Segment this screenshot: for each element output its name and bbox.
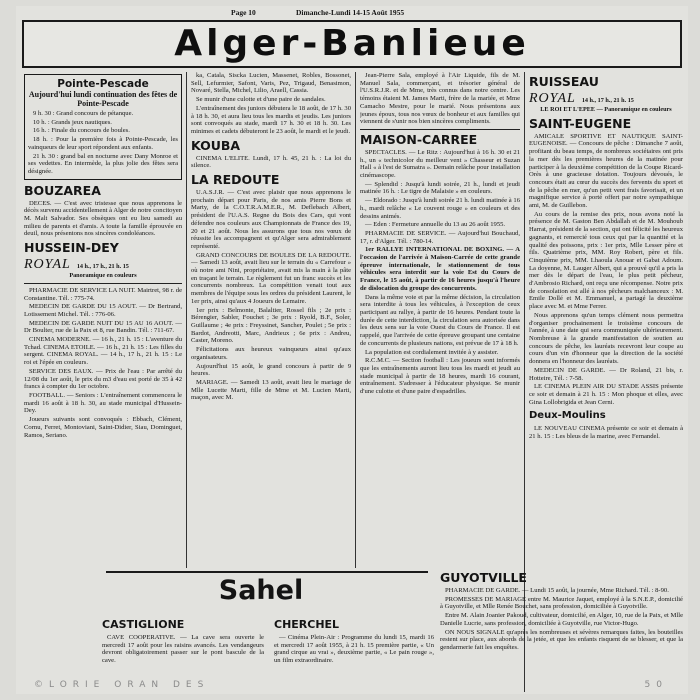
article-paragraph: MARIAGE. — Samedi 13 août, avait lieu le mariage de Mlle Lucette Marti, fille de Mme et M. Lucien Marti, maçon, avec M. [191, 378, 351, 402]
article-paragraph: 9 h. 30 : Grand concours de pétanque. [33, 110, 134, 117]
article-paragraph: 10 h. : Grands jeux nautiques. [33, 118, 112, 126]
cinema-royal-ad [529, 91, 683, 106]
castiglione-column [102, 618, 264, 680]
article-paragraph: Jean-Pierre Sala, employé à l'Air Liquide, fils de M. Manuel Sala, commerçant, et trésorier général de l'U.S.R.J.R. et de Mme, très connus dans notre centre. Les témoins étaient M. James Marti, frère de la mariée, et Mme Camacho Mestre, pour le marié. Nous présentons aux jeunes époux, tous nos vœux de bonheur et aux familles qui viennent de s'unir nos bien sincères compliments. [360, 72, 520, 126]
cinema-royal-ad [24, 257, 182, 272]
heading-sahel: Sahel [218, 575, 304, 606]
column-3 [360, 72, 520, 568]
watermark-page-number: 50 [644, 680, 668, 690]
divider [24, 283, 182, 284]
article-paragraph: DECES. — C'est avec tristesse que nous apprenons le décès survenu accidentellement à Alger de notre concitoyen M. Malt Salvador. Ses obsèques ont eu lieu samedi au milieu de parents et d'amis. A toute la famille éprouvée en deuil, nous présentons nos sincères condoléances. [24, 199, 182, 238]
guyotville-column [440, 571, 683, 682]
royal-cinema-name: ROYAL [24, 257, 71, 273]
article-paragraph: — Eldorado : Jusqu'à lundi soirée 21 h. lundi matinée à 16 h., mardi relâche « Le couvent rouge » en couleurs et des dessins animés. [360, 197, 520, 220]
article-paragraph: CINEMA MODERNE. — 16 h., 21 h. 15 : L'aventure du Tchad. CINEMA ETOILE. — 16 h., 21 h. 15 : Les filles du sergent. CINEMA ROYAL. — 14 h., 17 h., 21 h. 15 : Le roi et l'épée en couleurs. [24, 336, 182, 367]
article-paragraph: MEDECIN DE GARDE. — Dr Roland, 21 bis, r. Hotteire, Tél. : 7-58. [529, 366, 683, 382]
heading-kouba: KOUBA [191, 137, 241, 153]
article-paragraph: Félicitations aux heureux vainqueurs ainsi qu'aux organisateurs. [191, 346, 351, 361]
article-paragraph: Nous apprenons qu'un temps clément nous permettra d'organiser prochainement le troisième concours de l'année, à une date qui sera communiquée ultérieurement. Nombreuse à la grande manifestation de soutien au concours de pêche, les lauréats recevront leur coupe au cours d'un vin d'honneur que la direction de la société donnera en l'honneur des lauréats. [529, 311, 683, 366]
article-paragraph: MEDECIN DE GARDE NUIT DU 15 AU 16 AOUT. — Dr Boulter, rue de la Paix et 8, rue Bandin. Tél. : 711-67. [24, 319, 182, 335]
article-paragraph: ON NOUS SIGNALE qu'après les nombreuses et sévères remarques faites, les bouteilles restent sur place, aux abords de la jetée, et que les enfants risquent de se blesser, et que la gendarmerie fait les enquêtes. [440, 628, 683, 651]
article-paragraph: SPECTACLES. — Le Ritz : Aujourd'hui à 16 h. 30 et 21 h., un « technicolor du meilleur vent » Chasseur et Suzan Hall « à l'est de Sumatra ». Demain relâche pour installation cinémascope. [360, 148, 520, 180]
pointe-pescade-box [24, 74, 182, 180]
royal-subtitle: LE ROI ET L'EPEE — Panoramique en couleurs [540, 106, 672, 113]
royal-showtimes: 14 h., 17 h., 21 h. 15 [76, 263, 129, 271]
heading-cherchel: CHERCHEL [274, 618, 340, 631]
heading-castiglione: CASTIGLIONE [102, 618, 185, 631]
cherchel-column [274, 618, 434, 680]
article-paragraph: U.A.S.J.R. — C'est avec plaisir que nous apprenons le prochain départ pour Paris, de nos amis Pierre Bons et Marty, de la C.O.T.R.A.M.E.R., M. Deflebach Albert, président de l'U.A.S. Regne du Bois des Cars, qui vont défendre nos couleurs aux Championnats de France des 19, 20 et 21 août. Nous les assurons que tous nos vœux de réussite les accompagnent et qu'Alger sera admirablement représenté. [191, 189, 351, 250]
pointe-pescade-subtitle: Aujourd'hui lundi continuation des fêtes de Pointe-Pescade [28, 90, 178, 108]
column-1 [24, 72, 182, 572]
article-paragraph: 1er prix : Belmonte, Balaltier, Rossel fils ; 2e prix : Bérengier, Sabler, Fouchet ; 3e prix : Ryold, B.F., Soler, Guillaume ; 4e prix : Freyssinet, Sancher, Poulet ; 5e prix : Bardot, Andreotti, Marc, Andrieux ; 6e prix : Andreu, Caster, Moreno. [191, 306, 351, 345]
article-paragraph: R.C.M.C. — Section football : Les joueurs sont informés que les entraînements auront lieu tous les mardi et jeudi au stade municipal à partir de 18 heures, mardi 16 courant, entraînement. S'adresser à l'éducateur physique. Se munir d'une culotte et d'une paire d'espadrilles. [360, 357, 520, 396]
article-paragraph: LE CINEMA PLEIN AIR DU STADE ASSIS présente ce soir et demain à 21 h. 15 : Mon phoque et elles, avec Gina Lollobrigida et Jean Cerni. [529, 383, 683, 406]
article-paragraph: AMICALE SPORTIVE ET NAUTIQUE SAINT-EUGENOISE. — Concours de pêche : Dimanche 7 août, profitant du beau temps, de nombreux sociétaires ont pris la mer dès les premières heures de la matinée pour participer à la deuxième compétition de la Coupe Ricard-Orès à une gracieuse dotation. Toujours dévoués, le concours était au cœur du succès des fervents du sport et de la pêche en mer, qu'un petit vent frais favorisait, et un magnifique service à porté offert par notre sympathique ami, M. de Guillebon. [529, 132, 683, 210]
heading-ruisseau: RUISSEAU [529, 74, 599, 89]
article-paragraph: MEDECIN DE GARDE DU 15 AOUT. — Dr Bertrand, Lotissement Michel. Tél. : 776-06. [24, 303, 182, 318]
article-paragraph: L'entraînement des juniors débutera le 18 août, de 17 h. 30 à 18 h. 30, et aura lieu tous les mardis et jeudis. Les juniors sont convoqués au stade, mardi 17 h. 30 et 18 h. 30. Les minimes et cadets débuteront le 23 août, le mardi et le jeudi. [191, 104, 351, 135]
article-paragraph: ka, Catala, Siscka Lucien, Massenet, Robles, Bossonet, Sell, Lefurmier, Safont, Varis, Pez, Trigaud, Benasimon, Novaré, Stella, Michel, Lilio, Araell, Cassia. [191, 72, 351, 95]
page-header-line [16, 8, 688, 18]
article-paragraph: PHARMACIE DE SERVICE. — Aujourd'hui Bouchaud, 17, r. d'Alger. Tél. : 780-14. [360, 229, 520, 245]
article-paragraph: Joueurs suivants sont convoqués : Ebbach, Clément, Cornu, Ferret, Montoviani, Saint-Didier, Siau, Dominguet, Ramos, Seriano. [24, 416, 182, 439]
article-paragraph: 21 h. 30 : grand bal en nocturne avec Dany Monroe et ses vedettes. En intermède, la plus jolie des fêtes sera désignée. [28, 152, 178, 175]
article-paragraph: Dans la même voie et par la même décision, la circulation sera interdite à tous les véhicules, à l'exception de ceux participant au rallye, à partir de 16 heures. Pendant toute la durée de cette interdiction, la circulation sera autorisée dans les deux sens sur la voie Ouest du Cours de France. Il est rappelé, que l'arrivée de cette épreuve groupant une centaine de concurrents de plusieurs nations, est prévue de 17 à 18 h. [360, 293, 520, 347]
article-paragraph: Se munir d'une culotte et d'une paire de sandales. [196, 96, 326, 104]
article-paragraph: CAVE COOPERATIVE. — La cave sera ouverte le mercredi 17 août pour les raisins avancés. Les vendangeurs devront obligatoirement passer sur le pont bascule de la cave. [102, 634, 264, 665]
divider [360, 129, 520, 130]
article-paragraph: PROMESSES DE MARIAGE entre M. Maurice Jaquet, employé à la S.N.E.P., domicilié à Guyotville, et Mlle Renée Bouchet, sans profession, domiciliée à Guyotville. [440, 595, 683, 611]
article-paragraph: 18 h. : Pour la première fois à Pointe-Pescade, les vainqueurs de leur sport répondent aux enfants. [28, 136, 178, 151]
column-4 [529, 72, 683, 568]
heading-la-redoute: LA REDOUTE [191, 172, 280, 188]
article-paragraph: 1er RALLYE INTERNATIONAL DE BOXING. — A l'occasion de l'arrivée à Maison-Carrée de cette grande épreuve internationale, le stationnement de tous véhicules sera interdit sur la voie Est du Cours de France, le 15 août, à partir de 16 heures jusqu'à l'heure de dislocation du groupe des concurrents. [360, 246, 520, 292]
article-paragraph: La population est cordialement invitée à y assister. [365, 348, 499, 356]
heading-saint-eugene: SAINT-EUGENE [529, 115, 632, 131]
article-paragraph: Entre M. Alain Joanier Pakoud, cultivateur, domicilié, en Alger, 10, rue de la Paix, et Mlle Danielle Lucrie, sans profession, domiciliée à Guyotville, rue Victor-Hugo. [440, 612, 683, 627]
heading-maison-carree: MAISON-CARREE [360, 131, 478, 147]
article-paragraph: — Eden : Fermeture annuelle du 13 au 26 août 1955. [365, 221, 506, 229]
article-paragraph: PHARMACIE DE GARDE. — Lundi 15 août, la journée, Mme Richard. Tél. : 8-90. [445, 587, 669, 594]
archive-watermark [16, 680, 688, 692]
royal-subtitle: Panoramique en couleurs [69, 272, 137, 280]
column-divider [186, 72, 187, 568]
article-paragraph: — Cinéma Plein-Air : Programme du lundi 15, mardi 16 et mercredi 17 août 1955, à 21 h. 15 première partie, « Un grand cirque au vrai », deuxième partie, « Le pain rouge », un film extraordinaire. [274, 634, 434, 665]
article-paragraph: Aujourd'hui 15 août, le grand concours à partir de 9 heures. [191, 362, 351, 378]
heading-deux-moulins: Deux-Moulins [529, 410, 606, 422]
pointe-pescade-title: Pointe-Pescade [57, 78, 149, 90]
page-number: Page 10 [231, 8, 256, 17]
article-paragraph: 16 h. : Finale du concours de boules. [33, 127, 130, 135]
article-paragraph: GRAND CONCOURS DE BOULES DE LA REDOUTE. — Samedi 13 août, avait lieu sur le terrain du « Carrefour » où notre ami Nini, propriétaire, avait mis la main à la pâte en traçant le terrain. Le règlement fut un franc succès et les concurrents nombreux. La compétition venait tout aux membres de l'équipe sous les ordres du président Laurent, le 1er prix, ainsi qu'aux 4 Joueurs de Lemaire. [191, 251, 351, 305]
heading-hussein-dey: HUSSEIN-DEY [24, 240, 119, 256]
royal-showtimes: 14 h., 17 h., 21 h. 15 [581, 97, 634, 104]
royal-cinema-name: ROYAL [529, 91, 576, 106]
article-paragraph: CINEMA L'ELITE. Lundi, 17 h. 45, 21 h. : La loi du silence. [191, 154, 351, 170]
heading-guyotville: GUYOTVILLE [440, 571, 527, 585]
heading-bouzarea: BOUZAREA [24, 182, 101, 198]
masthead: Alger-Banlieue [22, 20, 682, 68]
article-paragraph: PHARMACIE DE SERVICE LA NUIT. Mairtret, 98 r. de Constantine. Tél. : 775-74. [24, 286, 182, 302]
issue-date: Dimanche-Lundi 14-15 Août 1955 [296, 8, 405, 17]
newspaper-page [16, 6, 688, 694]
article-paragraph: FOOTBALL. — Seniors : L'entraînement commencera le mardi 16 août à 18 h. 30, au stade municipal d'Hussein-Dey. [24, 391, 182, 415]
watermark-left: ©LORIE ORAN DES [34, 680, 210, 690]
article-paragraph: — Splendid : Jusqu'à lundi soirée, 21 h., lundi et jeudi matinée 16 h. : Le tigre de Malaisie » en couleurs. [360, 180, 520, 196]
article-paragraph: LE NOUVEAU CINEMA présente ce soir et demain à 21 h. 15 : Les bleus de la marine, avec Fernandel. [529, 425, 683, 441]
column-2 [191, 72, 351, 568]
column-divider [355, 72, 356, 568]
article-paragraph: Au cours de la remise des prix, nous avons noté la présence de M. Gaston Ben Abdallah et de M. Mouhoub Harrat, président de la section, qui ont félicité les heureux gagnants, et remercié tous ceux qui par la quantité et la qualité des poissons, prix : 1er prix, Mlle Lesser père et fils. Quatrième prix, MM. Roy Robert, père et fils. Cinquième prix, MM. Lhaoula Anouar et Gabat Adoum. La doyenne, M. Lauger Albert, qui a prouvé qu'il a pris la mer dès le départ de l'eau, le plus petit pêcheur, d'Ambrosio Richard, ont reçu une récompense. Notre prix de consolation est allé à nos pêcheurs malchanceux : M. Emile Dollé et M. Emmanuel, a partagé la deuxième place avec M. et Mme Ferrer. [529, 210, 683, 311]
article-paragraph: SERVICE DES EAUX. — Prix de l'eau : Par arrêté du 12/08 du 1er août, le prix du m3 d'eau est porté de 35 à 42 francs à compter du 1er octobre. [24, 367, 182, 391]
